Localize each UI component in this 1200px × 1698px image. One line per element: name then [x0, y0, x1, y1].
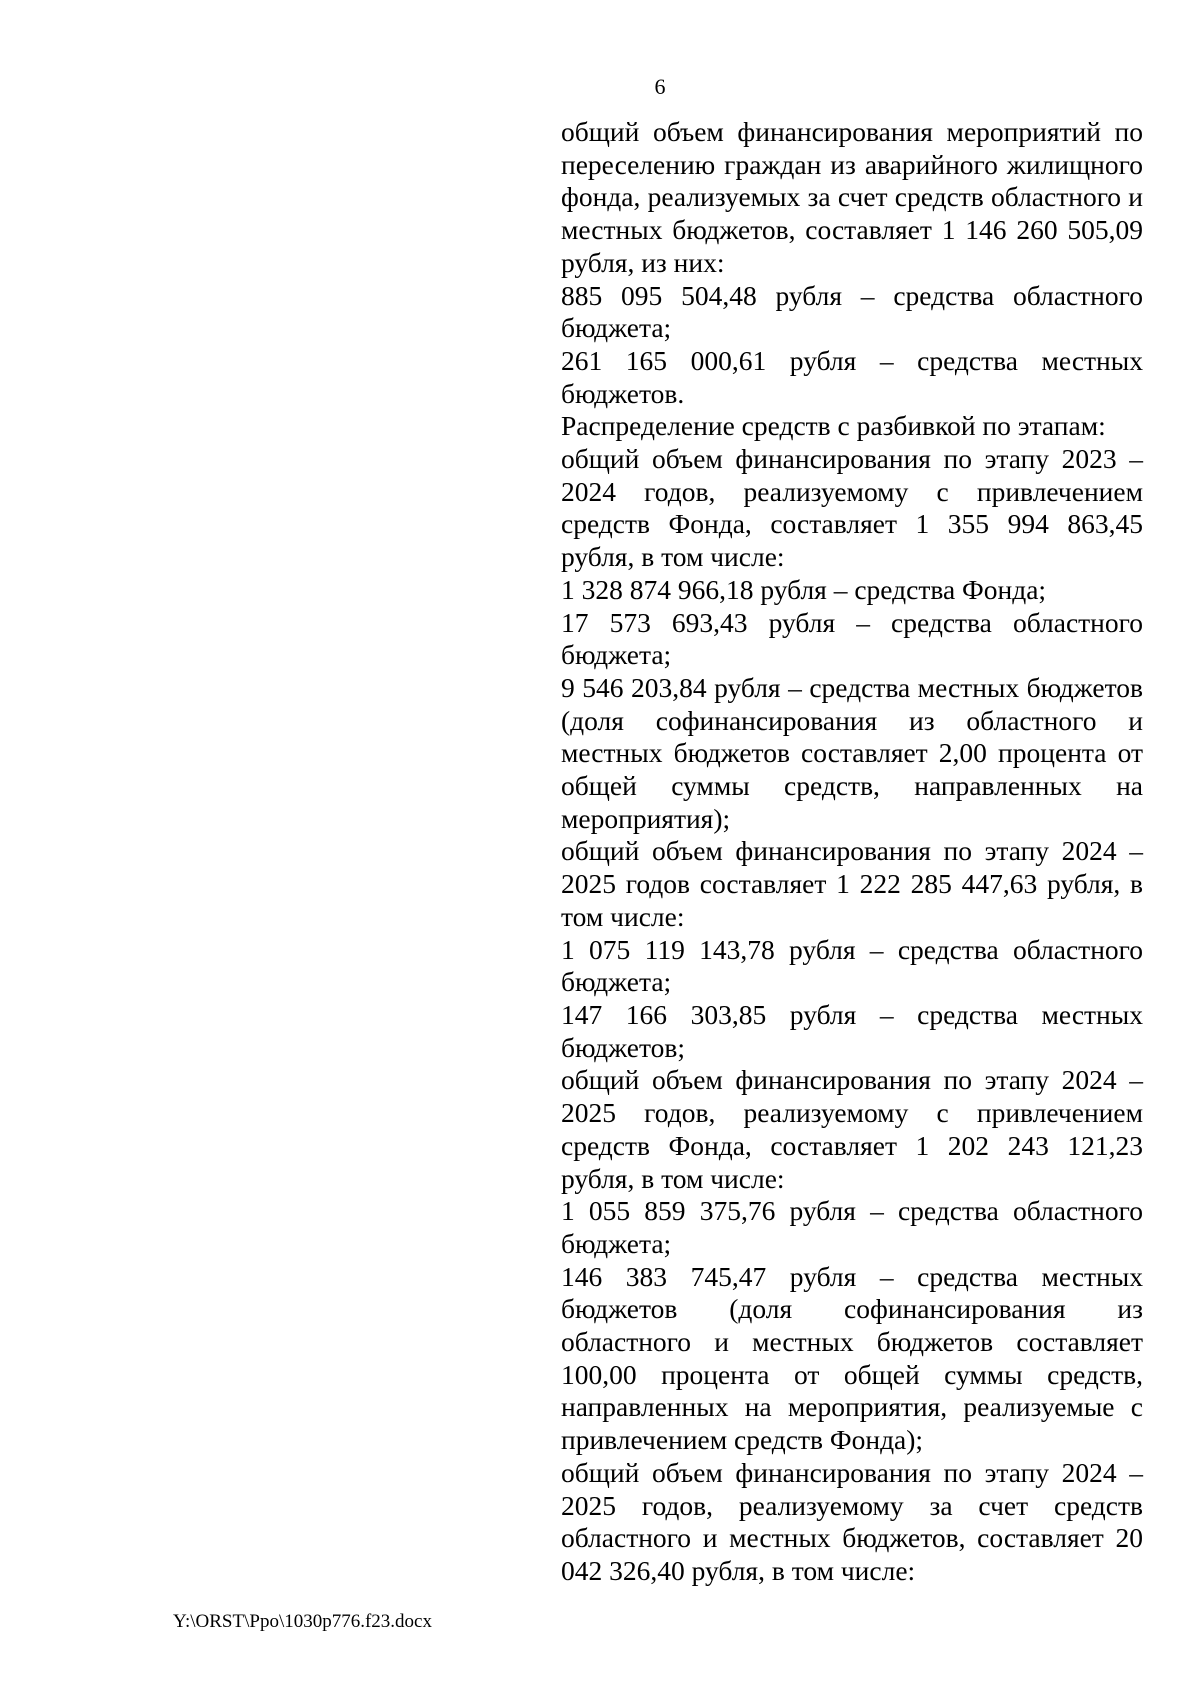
paragraph-stage-2024-2025-budget-total: общий объем финансирования по этапу 2024 – 2025 годов, реализуемому за счет средств областного и местных бюджетов, составляет 20 042 326,40 рубля, в том числе:	[561, 1456, 1143, 1586]
paragraph-stage-2023-2024-local: 9 546 203,84 рубля – средства местных бюджетов (доля софинансирования из областного и местных бюджетов составляет 2,00 процента от общей суммы средств, направленных на мероприятия);	[561, 671, 1143, 834]
paragraph-distribution-heading: Распределение средств с разбивкой по этапам:	[561, 410, 1106, 442]
paragraph-stage-2024-2025-total: общий объем финансирования по этапу 2024 – 2025 годов составляет 1 222 285 447,63 рубля, в том числе:	[561, 835, 1143, 932]
paragraph-stage-2024-2025-local: 147 166 303,85 рубля – средства местных бюджетов;	[561, 998, 1143, 1063]
paragraph-stage-2023-2024-fund: 1 328 874 966,18 рубля – средства Фонда;	[561, 573, 1047, 605]
paragraph-stage-2023-2024-total: общий объем финансирования по этапу 2023 – 2024 годов, реализуемому с привлечением средств Фонда, составляет 1 355 994 863,45 рубля, в том числе:	[561, 443, 1143, 573]
paragraph-regional-budget-amount: 885 095 504,48 рубля – средства областного бюджета;	[561, 279, 1143, 344]
footer-file-path: Y:\ORST\Ppo\1030p776.f23.docx	[173, 1611, 432, 1632]
page-number: 6	[654, 74, 666, 99]
paragraph-stage-2024-2025-regional: 1 075 119 143,78 рубля – средства областного бюджета;	[561, 933, 1143, 998]
paragraph-stage-2023-2024-regional: 17 573 693,43 рубля – средства областного бюджета;	[561, 606, 1143, 671]
paragraph-stage-2024-2025-fund-regional: 1 055 859 375,76 рубля – средства областного бюджета;	[561, 1195, 1143, 1259]
paragraph-local-budget-amount: 261 165 000,61 рубля – средства местных бюджетов.	[561, 344, 1143, 409]
paragraph-total-regional-local: общий объем финансирования мероприятий по переселению граждан из аварийного жилищного фонда, реализуемых за счет средств областного и местных бюджетов, составляет 1 146 260 505,09 рубля, из них:	[561, 116, 1143, 278]
paragraph-stage-2024-2025-fund-total: общий объем финансирования по этапу 2024 – 2025 годов, реализуемому с привлечением средств Фонда, составляет 1 202 243 121,23 рубля, в том числе:	[561, 1064, 1143, 1194]
paragraph-stage-2024-2025-fund-local: 146 383 745,47 рубля – средства местных бюджетов (доля софинансирования из областного и местных бюджетов составляет 100,00 процента от общей суммы средств, направленных на мероприятия, реализуемые с привлечением средств Фонда);	[561, 1260, 1143, 1456]
document-body	[561, 116, 1143, 1588]
